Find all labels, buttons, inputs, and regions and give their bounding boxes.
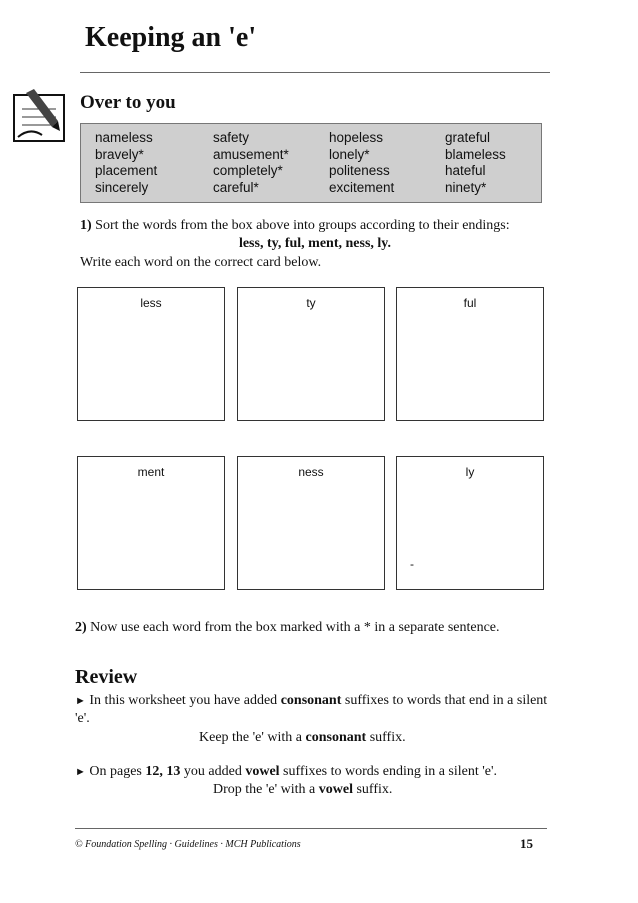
question-2 (75, 620, 500, 636)
arrow-icon: ► (75, 695, 86, 707)
word: placement (95, 163, 158, 178)
footer-credit: © Foundation Spelling · Guidelines · MCH Publications (75, 839, 301, 850)
rule-text: Keep the 'e' with a (199, 730, 303, 745)
card-label: ment (137, 465, 165, 479)
word: ninety* (445, 179, 487, 195)
pen-icon (12, 87, 68, 143)
review-text: suffixes to words ending in a silent 'e'. (283, 764, 498, 779)
word: hateful (445, 163, 486, 178)
arrow-icon: ► (75, 766, 86, 778)
card-ment[interactable] (77, 456, 225, 590)
endings-list: less, ty, ful, ment, ness, ly. (238, 236, 392, 251)
question-instruction: Write each word on the correct card below. (80, 255, 322, 270)
word: politeness (329, 163, 390, 178)
word: nameless (95, 130, 153, 145)
review-pages: 12, 13 (145, 764, 181, 779)
card-ly[interactable] (396, 456, 544, 590)
question-1 (80, 218, 550, 234)
card-mark: - (410, 557, 414, 571)
word-grid (95, 130, 533, 195)
word-box (80, 123, 542, 203)
word: excitement (329, 179, 395, 195)
rule-text: suffix. (369, 730, 406, 745)
question-number: 1) (80, 218, 92, 233)
word: grateful (445, 130, 491, 145)
review-title: Review (75, 666, 138, 688)
rule-bold: vowel (318, 782, 353, 797)
card-ness[interactable] (237, 456, 385, 590)
card-less[interactable] (77, 287, 225, 421)
card-label: ty (306, 296, 316, 310)
review-bold: consonant (280, 693, 342, 708)
card-ful[interactable] (396, 287, 544, 421)
card-label: ly (465, 465, 475, 479)
title-divider (80, 72, 550, 73)
question-number: 2) (75, 620, 87, 635)
card-label: ful (463, 296, 477, 310)
card-label: less (140, 296, 162, 310)
review-rule-2 (213, 782, 392, 798)
review-text: suffixes to words that end in a silent 'e'. (75, 693, 548, 726)
question-text: Sort the words from the box above into groups according to their endings: (95, 218, 510, 233)
footer-divider (75, 828, 547, 829)
word: amusement* (213, 146, 289, 162)
word: safety (213, 130, 250, 145)
review-text: On pages (89, 764, 142, 779)
review-bold: vowel (245, 764, 280, 779)
word: hopeless (329, 130, 384, 145)
review-rule-1 (199, 730, 406, 746)
word: lonely* (329, 146, 370, 162)
page-number: 15 (520, 836, 533, 851)
word: completely* (213, 163, 283, 178)
card-ty[interactable] (237, 287, 385, 421)
card-label: ness (298, 465, 324, 479)
word: sincerely (95, 179, 149, 195)
review-point-2 (75, 764, 550, 780)
section-title: Over to you (80, 92, 176, 113)
review-text: In this worksheet you have added (89, 693, 278, 708)
review-text: you added (183, 764, 242, 779)
question-text: Now use each word from the box marked with a * in a separate sentence. (90, 620, 500, 635)
page-title: Keeping an 'e' (85, 22, 257, 53)
rule-text: suffix. (356, 782, 393, 797)
word: bravely* (95, 146, 144, 162)
rule-bold: consonant (305, 730, 367, 745)
word: blameless (445, 146, 506, 162)
rule-text: Drop the 'e' with a (213, 782, 316, 797)
review-point-1 (75, 692, 550, 728)
word: careful* (213, 179, 259, 195)
